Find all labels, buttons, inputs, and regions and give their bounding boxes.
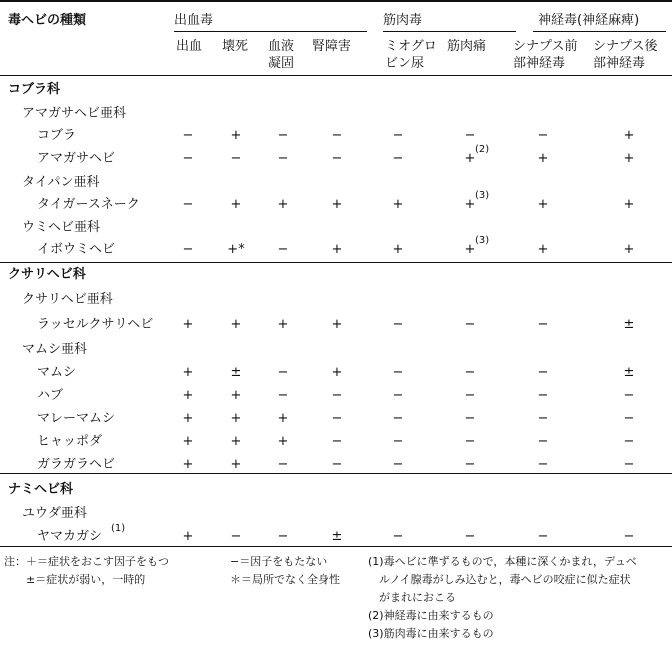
table-cell: + xyxy=(537,197,549,212)
species-label: ヤマカガシ xyxy=(37,529,103,544)
table-cell: − xyxy=(464,457,476,472)
table-cell: − xyxy=(392,365,404,380)
table-cell: + xyxy=(230,388,242,403)
table-cell: − xyxy=(277,529,289,544)
group-label-hemotoxin: 出血毒 xyxy=(174,13,214,28)
table-cell: − xyxy=(623,434,635,449)
column-header-postsynaptic: シナプス後 xyxy=(593,39,658,54)
column-header-postsynaptic-line2: 部神経毒 xyxy=(593,56,646,71)
table-cell: − xyxy=(392,317,404,332)
note-3: (3)筋肉毒に由来するもの xyxy=(368,627,494,640)
section-divider-kusarihebi xyxy=(0,262,672,263)
table-cell: + xyxy=(230,411,242,426)
group-underline-myotoxin xyxy=(383,31,516,32)
table-cell: − xyxy=(331,457,343,472)
table-cell: − xyxy=(392,411,404,426)
group-label-myotoxin: 筋肉毒 xyxy=(383,13,423,28)
table-cell: − xyxy=(537,457,549,472)
table-cell: − xyxy=(331,388,343,403)
subfamily-label: ユウダ亜科 xyxy=(22,506,87,521)
species-label: アマガサヘビ xyxy=(37,151,116,166)
table-cell: − xyxy=(537,529,549,544)
group-underline-hemotoxin xyxy=(174,31,367,32)
subfamily-label: タイパン亜科 xyxy=(22,175,100,190)
note-1-line3: がまれにおこる xyxy=(368,591,456,604)
table-cell: + xyxy=(230,457,242,472)
table-cell: + xyxy=(182,388,194,403)
table-cell: + xyxy=(182,434,194,449)
table-cell: + xyxy=(623,128,635,143)
group-label-neurotoxin: 神経毒(神経麻痺) xyxy=(538,13,640,28)
table-cell: + xyxy=(230,317,242,332)
table-cell: − xyxy=(331,434,343,449)
table-cell: − xyxy=(464,317,476,332)
table-cell: − xyxy=(182,242,194,257)
table-bottom-rule xyxy=(0,546,672,547)
table-cell: − xyxy=(182,128,194,143)
table-cell: − xyxy=(623,411,635,426)
table-cell: − xyxy=(392,151,404,166)
species-label: マムシ xyxy=(37,365,77,380)
note-2: (2)神経毒に由来するもの xyxy=(368,609,494,622)
table-cell: − xyxy=(623,388,635,403)
note-1: (1)毒ヘビに準ずるもので，本種に深くかまれ，デュベ xyxy=(368,555,637,568)
table-cell: − xyxy=(277,388,289,403)
species-label: イボウミヘビ xyxy=(37,242,116,257)
table-cell: + xyxy=(331,317,343,332)
table-cell: + xyxy=(537,151,549,166)
table-cell: − xyxy=(277,128,289,143)
group-underline-neurotoxin xyxy=(533,31,666,32)
table-cell: + xyxy=(230,197,242,212)
table-cell: + xyxy=(182,411,194,426)
table-cell: − xyxy=(464,388,476,403)
table-cell: + xyxy=(464,242,476,257)
species-label: ヒャッポダ xyxy=(37,434,103,449)
species-label: タイガースネーク xyxy=(37,197,140,212)
table-cell: − xyxy=(537,128,549,143)
table-cell: + xyxy=(182,365,194,380)
column-header-presynaptic: シナプス前 xyxy=(513,39,578,54)
table-cell: ± xyxy=(623,317,635,332)
table-cell: ± xyxy=(230,365,242,380)
table-cell: + xyxy=(182,529,194,544)
subfamily-label: ウミヘビ亜科 xyxy=(22,220,101,235)
table-cell: − xyxy=(182,151,194,166)
header-bottom-rule xyxy=(0,75,672,76)
table-cell: + xyxy=(392,197,404,212)
note-plusminus: ±＝症状が弱い，一時的 xyxy=(4,573,146,586)
table-cell: − xyxy=(331,151,343,166)
table-cell: − xyxy=(537,317,549,332)
column-header-coagulation-line2: 凝固 xyxy=(268,56,295,71)
column-header-bleeding: 出血 xyxy=(176,39,203,54)
table-cell: ± xyxy=(623,365,635,380)
table-cell: + xyxy=(623,197,635,212)
family-label: コブラ科 xyxy=(8,82,61,97)
family-label: クサリヘビ科 xyxy=(8,267,86,282)
column-header-coagulation: 血液 xyxy=(268,39,295,54)
table-cell: + xyxy=(464,197,476,212)
section-divider-namihebi xyxy=(0,473,672,474)
species-label: ハブ xyxy=(37,388,64,403)
column-header-necrosis: 壊死 xyxy=(222,39,249,54)
table-cell: − xyxy=(537,411,549,426)
table-cell: − xyxy=(623,529,635,544)
table-cell: + xyxy=(182,457,194,472)
table-cell: − xyxy=(464,128,476,143)
table-cell: − xyxy=(230,529,242,544)
table-cell: + xyxy=(537,242,549,257)
table-cell: + xyxy=(331,242,343,257)
table-cell: − xyxy=(537,434,549,449)
subfamily-label: アマガサヘビ亜科 xyxy=(22,106,127,121)
note-1-line2: ルノイ腺毒がしみ込むと，毒ヘビの咬症に似た症状 xyxy=(368,573,631,586)
table-cell: − xyxy=(392,457,404,472)
table-cell: + xyxy=(277,434,289,449)
table-cell: − xyxy=(230,151,242,166)
footnote-mark: (2) xyxy=(475,144,490,155)
species-label: コブラ xyxy=(37,128,77,143)
table-cell: + xyxy=(464,151,476,166)
table-cell: + xyxy=(392,242,404,257)
column-header-muscle-pain: 筋肉痛 xyxy=(447,39,487,54)
table-cell: + xyxy=(230,128,242,143)
table-cell: + xyxy=(623,151,635,166)
column-header-myoglobinuria-line2: ビン尿 xyxy=(385,56,425,71)
subfamily-label: マムシ亜科 xyxy=(22,342,88,357)
footnote-mark: (3) xyxy=(475,235,490,246)
table-cell: − xyxy=(392,529,404,544)
table-cell: + xyxy=(277,317,289,332)
table-cell: + xyxy=(331,197,343,212)
footnote-mark: (1) xyxy=(111,523,126,534)
table-cell: +* xyxy=(227,242,245,257)
table-cell: − xyxy=(392,128,404,143)
table-cell: + xyxy=(182,317,194,332)
column-header-myoglobinuria: ミオグロ xyxy=(385,39,437,54)
column-header-kidney: 腎障害 xyxy=(312,39,352,54)
table-cell: + xyxy=(230,434,242,449)
table-cell: − xyxy=(537,388,549,403)
subfamily-label: クサリヘビ亜科 xyxy=(22,292,113,307)
table-cell: − xyxy=(182,197,194,212)
table-cell: − xyxy=(331,128,343,143)
table-cell: + xyxy=(277,411,289,426)
header-title: 毒ヘビの種類 xyxy=(8,13,87,28)
table-cell: − xyxy=(464,365,476,380)
table-cell: − xyxy=(392,434,404,449)
table-cell: − xyxy=(277,365,289,380)
table-cell: + xyxy=(331,365,343,380)
species-label: ガラガラヘビ xyxy=(37,457,116,472)
table-cell: + xyxy=(277,197,289,212)
table-cell: − xyxy=(331,411,343,426)
table-cell: − xyxy=(277,457,289,472)
table-cell: − xyxy=(464,434,476,449)
species-label: ラッセルクサリヘビ xyxy=(37,317,154,332)
top-rule xyxy=(0,0,672,2)
table-cell: − xyxy=(464,411,476,426)
family-label: ナミヘビ科 xyxy=(8,482,74,497)
table-cell: − xyxy=(623,457,635,472)
table-cell: + xyxy=(623,242,635,257)
footnote-mark: (3) xyxy=(475,190,490,201)
note-asterisk: ＊＝局所でなく全身性 xyxy=(230,573,340,586)
column-header-presynaptic-line2: 部神経毒 xyxy=(513,56,566,71)
table-cell: − xyxy=(277,151,289,166)
table-cell: − xyxy=(464,529,476,544)
species-label: マレーマムシ xyxy=(37,411,116,426)
table-cell: ± xyxy=(331,529,343,544)
note-minus: −＝因子をもたない xyxy=(230,555,328,568)
table-cell: − xyxy=(392,388,404,403)
table-cell: − xyxy=(277,242,289,257)
table-cell: − xyxy=(537,365,549,380)
note-plus: 注：＋＝症状をおこす因子をもつ xyxy=(4,555,169,568)
